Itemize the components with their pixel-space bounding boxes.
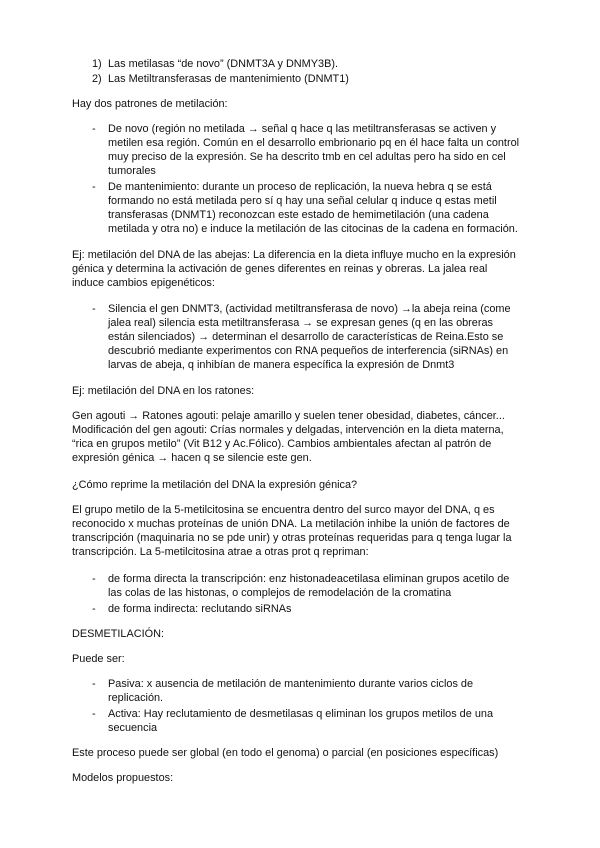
paragraph-line: transcripción. La 5-metilcitosina atrae a otras prot q repriman: [72,546,369,558]
paragraph-line: “rica en grupos metilo” (Vit B12 y Ac.Fólico). Cambios ambientales afectan al patrón de [72,438,492,450]
bullet-marker: - [92,708,96,720]
paragraph-line: transcripción (maquinaria no se pde unir) y otras proteínas requeridas para q tenga lugar la [72,532,512,544]
bullet-line: Pasiva: x ausencia de metilación de mantenimiento durante varios ciclos de [108,678,474,690]
bullet-line: jalea real) silencia esta metiltransferasa → se expresan genes (q en las obreras [108,317,493,329]
bullet-marker: - [92,678,96,690]
section-heading: DESMETILACIÓN: [72,628,164,640]
bullet-line: De mantenimiento: durante un proceso de replicación, la nueva hebra q se está [108,181,492,193]
bullet-line: las colas de las histonas, o complejos de remodelación de la cromatina [108,587,452,599]
bullet-marker: - [92,573,96,585]
bullet-line: metilen esa región. Común en el desarrollo embrionario pq en él hace falta un control [108,137,520,149]
paragraph-line: Modificación del gen agouti: Crías normales y delgadas, intervención en la dieta materna, [72,424,504,436]
bullet-line: transferasas (DNMT1) reconozcan este estado de hemimetilación (una cadena [108,209,489,221]
demethylation-intro: Puede ser: [72,653,125,665]
bullet-line: metilada y otra no) e induce la metilación de las citocinas de la cadena en formación. [108,223,518,235]
paragraph-line: expresión génica → hacen q se silencie este gen. [72,452,312,464]
patterns-intro: Hay dos patrones de metilación: [72,98,228,110]
bullet-line: descubrió mediante experimentos con RNA pequeños de interferencia (siRNAs) en [108,345,509,357]
bullet-line: de forma directa la transcripción: enz histonadeacetilasa eliminan grupos acetilo de [108,573,510,585]
paragraph-line: El grupo metilo de la 5-metilcitosina se encuentra dentro del surco mayor del DNA, q es [72,504,495,516]
bullet-marker: - [92,303,96,315]
paragraph-line: induce cambios epigenéticos: [72,277,215,289]
list-marker: 2) [92,73,102,85]
bullet-line: de forma indirecta: reclutando siRNAs [108,603,292,615]
bullet-line: muy preciso de la expresión. Se ha descrito tmb en cel adultas pero ha sido en cel [108,151,506,163]
bullet-line: De novo (región no metilada → señal q hace q las metiltransferasas se activen y [108,123,497,135]
list-item-text: Las metilasas “de novo” (DNMT3A y DNMY3B). [108,58,338,70]
bullet-line: replicación. [108,692,164,704]
bullet-line: secuencia [108,722,158,734]
bullet-marker: - [92,603,96,615]
paragraph-line: Ej: metilación del DNA de las abejas: La diferencia en la dieta influye mucho en la expresión [72,249,516,261]
paragraph-line: reconocido x muchas proteínas de unión DNA. La metilación inhibe la unión de factores de [72,518,510,530]
bullet-line: tumorales [108,165,156,177]
section-heading: Ej: metilación del DNA en los ratones: [72,385,255,397]
list-marker: 1) [92,58,102,70]
bullet-line: larvas de abeja, q inhibían de manera específica la expresión de Dnmt3 [108,359,455,371]
paragraph-line: génica y determina la activación de genes diferentes en reinas y obreras. La jalea real [72,263,488,275]
paragraph-line: Este proceso puede ser global (en todo el genoma) o parcial (en posiciones específicas) [72,747,499,759]
bullet-line: Activa: Hay reclutamiento de desmetilasas q eliminan los grupos metilos de una [108,708,493,720]
paragraph-line: Modelos propuestos: [72,772,174,784]
bullet-line: formando no está metilada pero sí q hay una señal celular q induce q estas metil [108,195,497,207]
paragraph-line: Gen agouti → Ratones agouti: pelaje amarillo y suelen tener obesidad, diabetes, cáncer... [72,410,505,422]
bullet-line: Silencia el gen DNMT3, (actividad metiltransferasa de novo) →la abeja reina (come [108,303,511,315]
list-item-text: Las Metiltransferasas de mantenimiento (DNMT1) [108,73,349,85]
bullet-line: están silenciados) → determinan el desarrollo de características de Reina.Esto se [108,331,504,343]
bullet-marker: - [92,123,96,135]
section-question: ¿Cómo reprime la metilación del DNA la expresión génica? [72,479,358,491]
bullet-marker: - [92,181,96,193]
